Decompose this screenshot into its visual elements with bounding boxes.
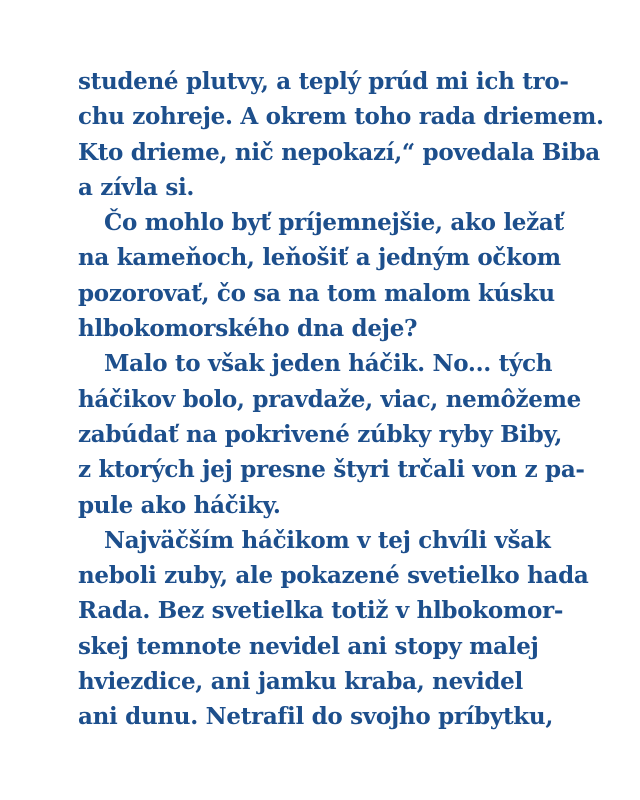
text-line: zabúdať na pokrivené zúbky ryby Biby, <box>78 420 563 448</box>
text-line: ani dunu. Netrafil do svojho príbytku, <box>78 703 554 731</box>
text-line: z ktorých jej presne štyri trčali von z pa- <box>78 456 585 484</box>
text-line: hlbokomorského dna deje? <box>78 315 418 343</box>
text-line: neboli zuby, ale pokazené svetielko hada <box>78 562 589 590</box>
text-line: pule ako háčiky. <box>78 491 281 519</box>
text-line: háčikov bolo, pravdaže, viac, nemôžeme <box>78 385 582 413</box>
text-line: a zívla si. <box>78 173 195 201</box>
text-line: pozorovať, čo sa na tom malom kúsku <box>78 279 555 307</box>
paragraph-start-line: Čo mohlo byť príjemnejšie, ako ležať <box>104 209 564 237</box>
text-line: chu zohreje. A okrem toho rada driemem. <box>78 103 604 131</box>
text-line: Kto drieme, nič nepokazí,“ povedala Biba <box>78 138 600 166</box>
text-line: studené plutvy, a teplý prúd mi ich tro- <box>78 68 569 95</box>
text-line: na kameňoch, leňošiť a jedným očkom <box>78 244 561 272</box>
body-text <box>78 64 604 735</box>
text-line: hviezdice, ani jamku kraba, nevidel <box>78 668 523 696</box>
paragraph-start-line: Najväčším háčikom v tej chvíli však <box>104 526 551 554</box>
paragraph-start-line: Malo to však jeden háčik. No... tých <box>104 350 553 378</box>
text-line: Rada. Bez svetielka totiž v hlbokomor- <box>78 597 564 625</box>
text-line: skej temnote nevidel ani stopy malej <box>78 632 539 660</box>
